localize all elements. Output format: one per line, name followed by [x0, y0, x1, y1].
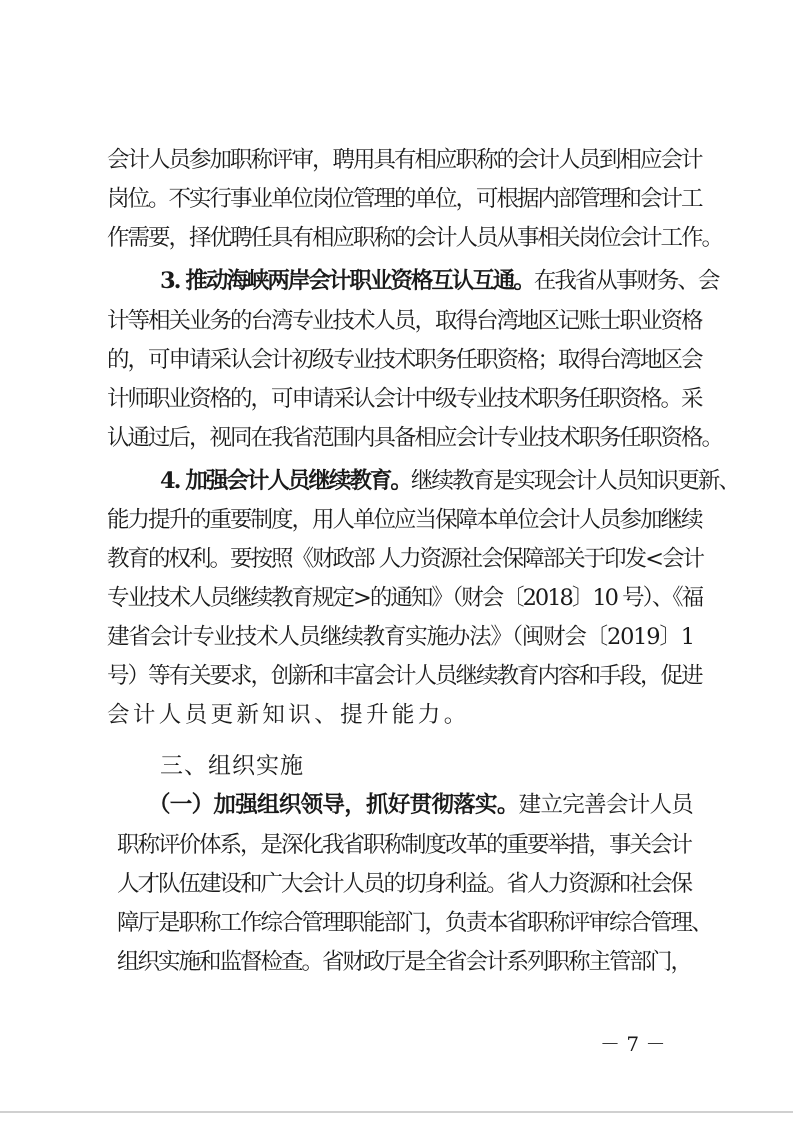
section-heading: 三、组织实施 — [160, 753, 304, 779]
item3-text: 在我省从事财务、会 — [533, 268, 719, 294]
paragraph-line: 的，可申请采认会计初级专业技术职务任职资格；取得台湾地区会 — [107, 347, 702, 373]
paragraph-line: 计师职业资格的，可申请采认会计中级专业技术职务任职资格。采 — [107, 386, 702, 412]
paragraph-line: 会计人员参加职称评审，聘用具有相应职称的会计人员到相应会计 — [107, 147, 702, 173]
paragraph-line: 岗位。不实行事业单位岗位管理的单位，可根据内部管理和会计工 — [107, 186, 702, 212]
paragraph-line: 认通过后，视同在我省范围内具备相应会计专业技术职务任职资格。 — [107, 425, 723, 451]
item4-first-line — [160, 466, 739, 496]
page-number: － 7 － — [600, 1032, 666, 1056]
paragraph-line: 组织实施和监督检查。省财政厅是全省会计系列职称主管部门， — [117, 949, 692, 975]
sub1-first-line — [148, 790, 693, 820]
paragraph-line: 职称评价体系，是深化我省职称制度改革的重要举措，事关会计 — [117, 832, 692, 858]
paragraph-line: 专业技术人员继续教育规定>的通知》（财会〔2018〕10 号）、《福 — [107, 585, 703, 611]
item4-text: 继续教育是实现会计人员知识更新、 — [410, 468, 739, 494]
paragraph-line: 作需要，择优聘任具有相应职称的会计人员从事相关岗位会计工作。 — [107, 225, 723, 251]
paragraph-line: 建省会计专业技术人员继续教育实施办法》（闽财会〔2019〕1 — [107, 624, 694, 650]
item4-title: 4. 加强会计人员继续教育。 — [160, 468, 411, 494]
bottom-rule — [0, 1111, 793, 1113]
item3-first-line — [160, 266, 719, 296]
paragraph-line: 障厅是职称工作综合管理职能部门，负责本省职称评审综合管理、 — [117, 910, 712, 936]
paragraph-line: 能力提升的重要制度，用人单位应当保障本单位会计人员参加继续 — [107, 507, 702, 533]
paragraph-line: 会计人员更新知识、提升能力。 — [107, 702, 470, 728]
item3-title: 3. 推动海峡两岸会计职业资格互认互通。 — [160, 268, 534, 294]
paragraph-line: 教育的权利。要按照《财政部 人力资源社会保障部关于印发<会计 — [107, 546, 704, 572]
sub1-title: （一）加强组织领导，抓好贯彻落实。 — [148, 792, 519, 818]
paragraph-line: 号）等有关要求，创新和丰富会计人员继续教育内容和手段，促进 — [107, 663, 702, 689]
sub1-text: 建立完善会计人员 — [518, 792, 693, 818]
paragraph-line: 人才队伍建设和广大会计人员的切身利益。省人力资源和社会保 — [117, 871, 692, 897]
paragraph-line: 计等相关业务的台湾专业技术人员，取得台湾地区记账士职业资格 — [107, 308, 702, 334]
